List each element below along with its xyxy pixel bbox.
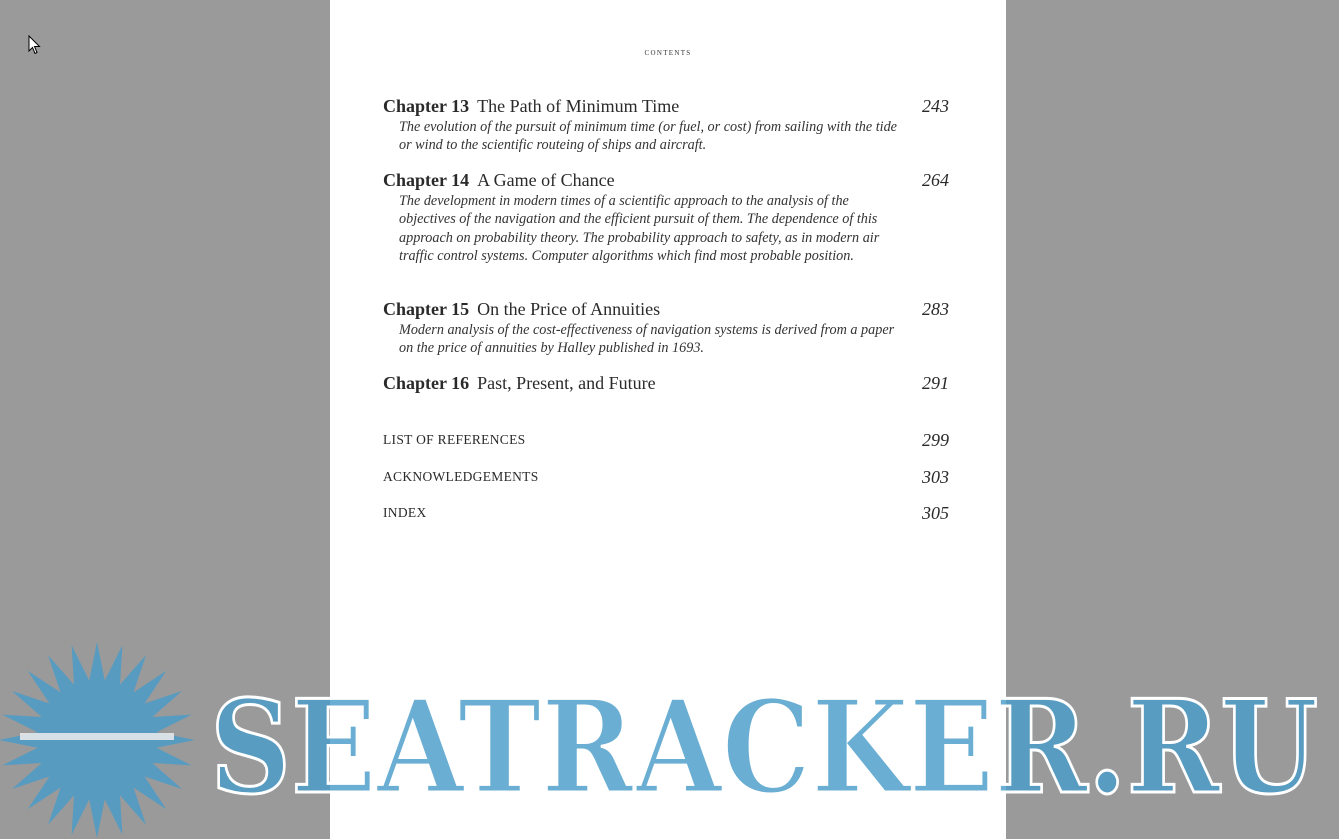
toc-entry-chapter-15[interactable] [383, 298, 949, 358]
page-number: 291 [922, 373, 949, 393]
toc-entry-acknowledgements[interactable] [383, 466, 949, 488]
sun-logo-icon [0, 642, 195, 838]
back-matter-label: ACKNOWLEDGEMENTS [383, 469, 539, 484]
page-number: 283 [922, 299, 949, 319]
chapter-description: Modern analysis of the cost-effectiveness of navigation systems is derived from a paper on the price of annuities by Halley published in 1693. [399, 322, 895, 357]
page-number: 303 [922, 467, 949, 487]
toc-entry-list-of-references[interactable] [383, 429, 949, 451]
page-number: 264 [922, 170, 949, 190]
page-number: 299 [922, 430, 949, 450]
chapter-label: Chapter 13 [383, 96, 470, 116]
back-matter-label: LIST OF REFERENCES [383, 432, 526, 447]
page-heading: contents [644, 47, 692, 58]
page-number: 243 [922, 96, 949, 116]
page-number: 305 [922, 503, 949, 523]
toc-entry-chapter-16[interactable] [383, 372, 949, 394]
back-matter-label: INDEX [383, 505, 427, 520]
chapter-description: The evolution of the pursuit of minimum time (or fuel, or cost) from sailing with the tide or wind to the scientific routeing of ships and aircraft. [399, 119, 897, 154]
chapter-label: Chapter 16 [383, 373, 470, 393]
document-page [330, 0, 1006, 839]
chapter-label: Chapter 15 [383, 299, 470, 319]
chapter-title: Past, Present, and Future [477, 373, 656, 393]
chapter-label: Chapter 14 [383, 170, 470, 190]
toc-entry-chapter-13[interactable] [383, 95, 949, 155]
chapter-title: On the Price of Annuities [477, 299, 661, 319]
chapter-title: The Path of Minimum Time [477, 96, 680, 116]
arrow-cursor-icon [28, 35, 42, 55]
watermark-text: SEATRACKER.RU [210, 673, 1318, 823]
chapter-description: The development in modern times of a scientific approach to the analysis of the objectives of the navigation and the efficient pursuit of them. The dependence of this approach on probability theory. The probability approach to safety, as in modern air traffic control systems. Computer algorithms which find most probable position. [399, 193, 880, 264]
toc-entry-chapter-14[interactable] [383, 169, 949, 265]
chapter-title: A Game of Chance [477, 170, 615, 190]
toc-entry-index[interactable] [383, 502, 949, 524]
